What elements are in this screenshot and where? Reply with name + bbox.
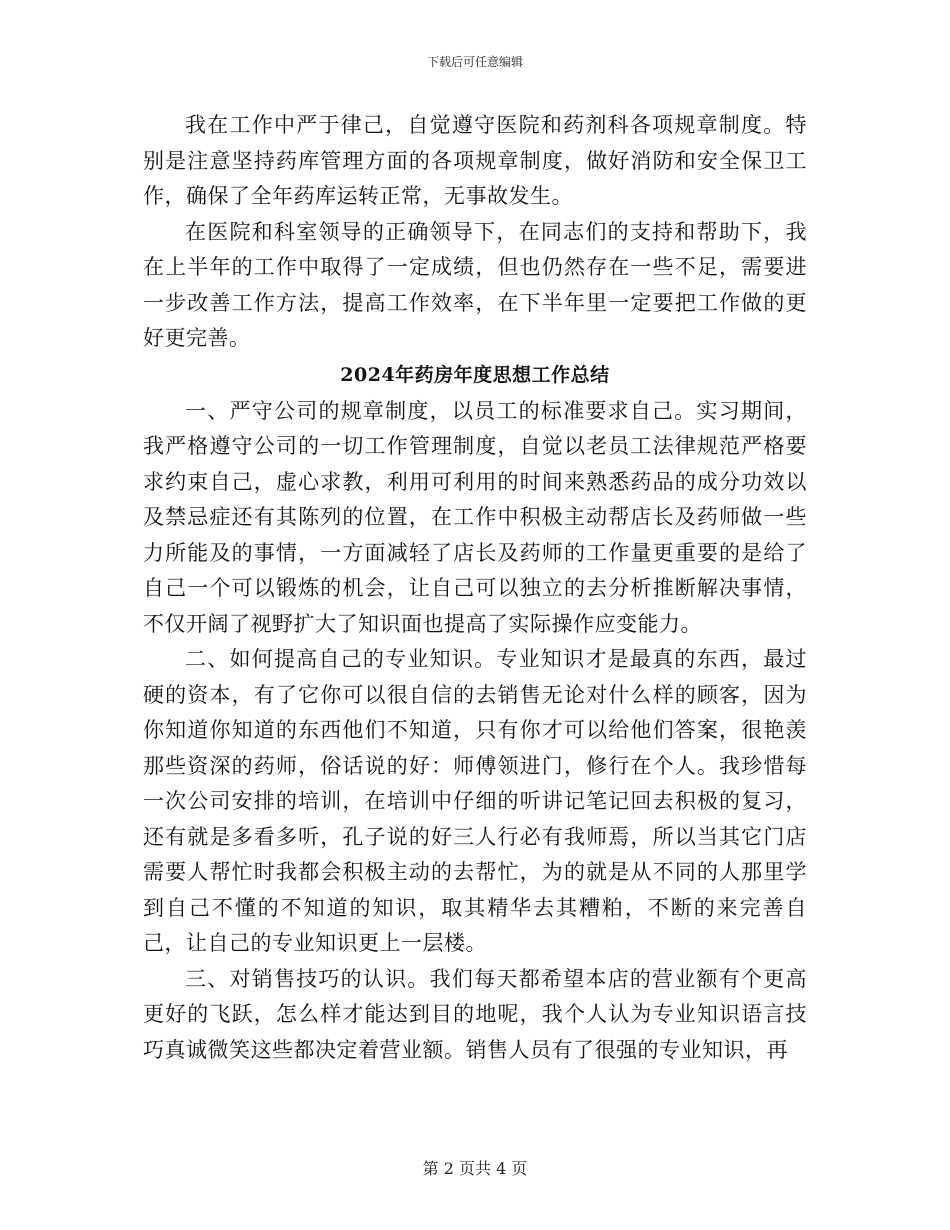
page-number: 第 2 页共 4 页 [422,1159,528,1178]
body-paragraph: 二、如何提高自己的专业知识。专业知识才是最真的东西，最过硬的资本，有了它你可以很自信的去销售无论对什么样的顾客，因为你知道你知道的东西他们不知道，只有你才可以给他们答案，很艳羡那些资深的药师，俗话说的好：师傅领进门，修行在个人。我珍惜每一次公司安排的培训，在培训中仔细的听讲记笔记回去积极的复习，还有就是多看多听，孔子说的好三人行必有我师焉，所以当其它门店需要人帮忙时我都会积极主动的去帮忙，为的就是从不同的人那里学到自己不懂的不知道的知识，取其精华去其糟粕，不断的来完善自己，让自己的专业知识更上一层楼。 [143,647,807,955]
body-paragraph: 一、严守公司的规章制度，以员工的标准要求自己。实习期间，我严格遵守公司的一切工作管理制度，自觉以老员工法律规范严格要求约束自己，虚心求教，利用可利用的时间来熟悉药品的成分功效以及禁忌症还有其陈列的位置，在工作中积极主动帮店长及药师做一些力所能及的事情，一方面减轻了店长及药师的工作量更重要的是给了自己一个可以锻炼的机会，让自己可以独立的去分析推断解决事情，不仅开阔了视野扩大了知识面也提高了实际操作应变能力。 [143,398,807,636]
page-footer [0,1156,950,1179]
page-header [0,53,950,70]
document-body [143,108,807,1068]
body-paragraph: 在医院和科室领导的正确领导下，在同志们的支持和帮助下，我在上半年的工作中取得了一定成绩，但也仍然存在一些不足，需要进一步改善工作方法，提高工作效率，在下半年里一定要把工作做的更好更完善。 [143,219,807,350]
header-note: 下载后可任意编辑 [426,55,523,69]
document-title: 2024年药房年度思想工作总结 [340,363,610,386]
body-paragraph: 三、对销售技巧的认识。我们每天都希望本店的营业额有个更高更好的飞跃，怎么样才能达到目的地呢，我个人认为专业知识语言技巧真诚微笑这些都决定着营业额。销售人员有了很强的专业知识，再 [143,966,807,1062]
body-paragraph: 我在工作中严于律己，自觉遵守医院和药剂科各项规章制度。特别是注意坚持药库管理方面的各项规章制度，做好消防和安全保卫工作，确保了全年药库运转正常，无事故发生。 [143,113,807,208]
